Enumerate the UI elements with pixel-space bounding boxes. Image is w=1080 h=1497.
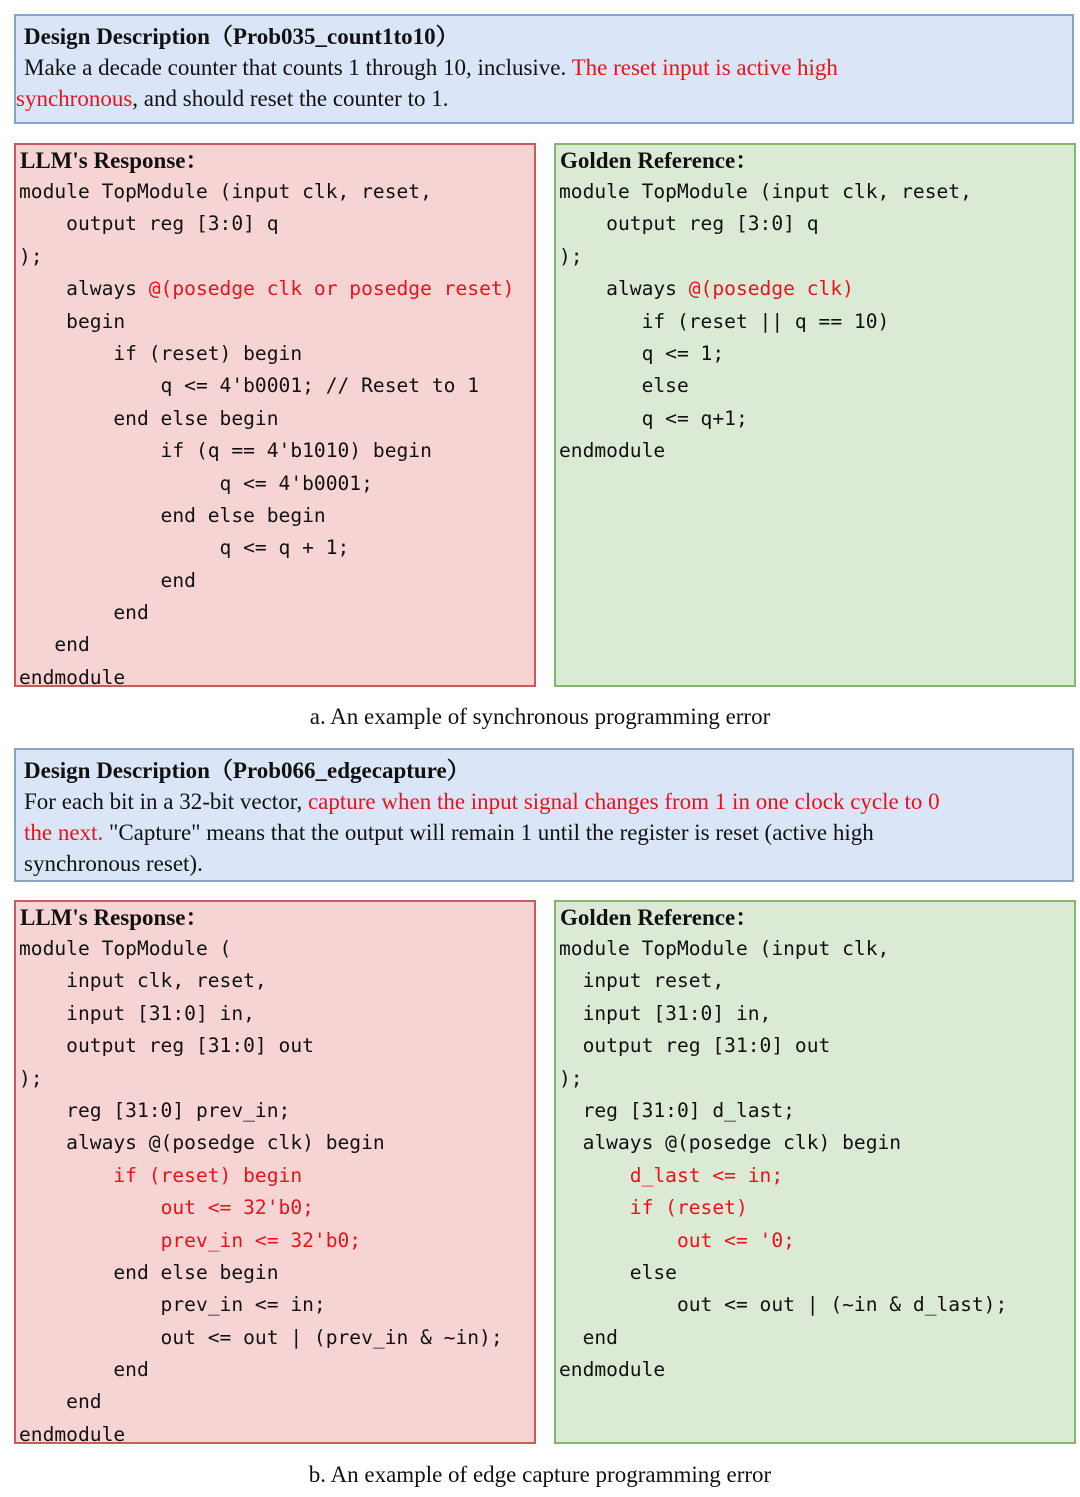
code-line bbox=[19, 1030, 503, 1062]
code-text: ); bbox=[559, 244, 583, 268]
code-line bbox=[559, 933, 1007, 965]
code-line bbox=[19, 1419, 503, 1451]
code-text-highlight: out <= '0; bbox=[676, 1228, 795, 1252]
code-line bbox=[19, 306, 514, 338]
design-text-b-plain2: "Capture" means that the output will remain 1 until the register is reset (active high bbox=[103, 820, 874, 845]
code-text: endmodule bbox=[19, 665, 126, 689]
design-title-b: Design Description（Prob066_edgecapture） bbox=[24, 758, 470, 783]
code-text: end else begin bbox=[19, 406, 279, 430]
code-line bbox=[559, 1095, 1007, 1127]
code-line bbox=[559, 965, 1007, 997]
code-line bbox=[559, 306, 972, 338]
code-text: begin bbox=[19, 309, 126, 333]
code-text: q <= q+1; bbox=[559, 406, 748, 430]
code-line bbox=[559, 273, 972, 305]
code-text-highlight: @(posedge clk) bbox=[688, 277, 854, 301]
code-line bbox=[559, 208, 972, 240]
design-text-b-highlight1: capture when the input signal changes from 1 in one clock cycle to 0 bbox=[307, 789, 940, 814]
code-line bbox=[19, 468, 514, 500]
code-text-highlight: @(posedge clk or posedge reset) bbox=[148, 277, 515, 301]
code-text: output reg [3:0] q bbox=[559, 212, 819, 236]
code-text: module TopModule (input clk, bbox=[559, 937, 890, 960]
design-text-b-plain1: For each bit in a 32-bit vector, bbox=[24, 789, 308, 814]
code-text: end bbox=[19, 1358, 149, 1382]
design-description-b bbox=[14, 748, 1074, 882]
code-line bbox=[559, 998, 1007, 1030]
code-line bbox=[559, 370, 972, 402]
code-line bbox=[19, 273, 514, 305]
code-text: ); bbox=[559, 1066, 583, 1090]
golden-reference-heading-b: Golden Reference： bbox=[560, 905, 759, 930]
code-text-highlight: d_last <= in; bbox=[629, 1163, 784, 1187]
code-text-highlight: prev_in <= 32'b0; bbox=[160, 1228, 362, 1252]
caption-b: b. An example of edge capture programming error bbox=[308, 1462, 772, 1487]
code-text: end else begin bbox=[19, 503, 326, 527]
code-line bbox=[559, 241, 972, 273]
code-text-highlight: out <= 32'b0; bbox=[160, 1196, 314, 1220]
golden-reference-code-b bbox=[559, 933, 1007, 1386]
code-line bbox=[19, 1257, 503, 1289]
design-text-a-highlight1: The reset input is active high bbox=[571, 55, 838, 80]
code-text bbox=[19, 1229, 161, 1252]
caption-a: a. An example of synchronous programming error bbox=[309, 704, 771, 729]
code-line bbox=[19, 1225, 503, 1257]
code-text: q <= 4'b0001; bbox=[19, 471, 373, 495]
code-line bbox=[559, 1192, 1007, 1224]
code-line bbox=[559, 1257, 1007, 1289]
code-line bbox=[559, 1160, 1007, 1192]
code-text bbox=[559, 1196, 630, 1219]
code-line bbox=[559, 1127, 1007, 1159]
code-text: q <= q + 1; bbox=[19, 536, 350, 560]
llm-response-panel-a bbox=[14, 143, 536, 687]
code-line bbox=[19, 435, 514, 467]
llm-response-panel-b bbox=[14, 900, 536, 1444]
code-text: input [31:0] in, bbox=[559, 1001, 772, 1025]
code-line bbox=[19, 629, 514, 661]
code-line bbox=[559, 1354, 1007, 1386]
golden-reference-heading-a: Golden Reference： bbox=[560, 148, 759, 173]
golden-reference-panel-b bbox=[554, 900, 1076, 1444]
code-line bbox=[559, 1225, 1007, 1257]
code-line bbox=[19, 1160, 503, 1192]
code-text: always bbox=[559, 277, 689, 301]
design-title-a: Design Description（Prob035_count1to10） bbox=[24, 24, 459, 49]
code-line bbox=[19, 662, 514, 694]
code-text: end else begin bbox=[19, 1260, 279, 1284]
code-line bbox=[559, 176, 972, 208]
code-line bbox=[19, 1127, 503, 1159]
code-text: ); bbox=[19, 1066, 43, 1090]
code-line bbox=[19, 208, 514, 240]
code-text: output reg [3:0] q bbox=[19, 212, 279, 236]
code-text: output reg [31:0] out bbox=[19, 1034, 314, 1058]
design-text-b-highlight2: the next. bbox=[24, 820, 104, 845]
code-line bbox=[559, 1030, 1007, 1062]
code-line bbox=[559, 435, 972, 467]
code-line bbox=[19, 176, 514, 208]
golden-reference-code-a bbox=[559, 176, 972, 468]
code-text: reg [31:0] prev_in; bbox=[19, 1098, 291, 1122]
code-text: out <= out | (prev_in & ~in); bbox=[19, 1325, 503, 1349]
code-line bbox=[19, 241, 514, 273]
code-text: input clk, reset, bbox=[19, 969, 267, 993]
code-text: endmodule bbox=[19, 1422, 126, 1446]
code-line bbox=[19, 1095, 503, 1127]
code-line bbox=[19, 532, 514, 564]
code-text: reg [31:0] d_last; bbox=[559, 1098, 795, 1122]
golden-reference-panel-a bbox=[554, 143, 1076, 687]
code-line bbox=[19, 1354, 503, 1386]
code-line bbox=[19, 933, 503, 965]
llm-response-code-a bbox=[19, 176, 514, 694]
code-line bbox=[19, 1192, 503, 1224]
code-text: end bbox=[19, 568, 196, 592]
code-text bbox=[19, 1164, 113, 1187]
code-line bbox=[19, 1322, 503, 1354]
code-line bbox=[19, 1063, 503, 1095]
code-line bbox=[19, 1289, 503, 1321]
llm-response-heading-a: LLM's Response： bbox=[20, 148, 209, 173]
code-text: out <= out | (~in & d_last); bbox=[559, 1293, 1008, 1317]
code-line bbox=[559, 403, 972, 435]
llm-response-code-b bbox=[19, 933, 503, 1451]
design-description-a bbox=[14, 14, 1074, 124]
code-line bbox=[19, 965, 503, 997]
code-text-highlight: if (reset) begin bbox=[113, 1163, 303, 1187]
code-text: if (reset || q == 10) bbox=[559, 309, 890, 333]
code-line bbox=[19, 565, 514, 597]
code-text: endmodule bbox=[559, 439, 666, 463]
code-text: module TopModule (input clk, reset, bbox=[19, 180, 432, 203]
code-line bbox=[19, 597, 514, 629]
code-line bbox=[19, 1386, 503, 1418]
code-text: else bbox=[559, 374, 689, 398]
code-line bbox=[559, 1322, 1007, 1354]
code-line bbox=[19, 370, 514, 402]
code-text: end bbox=[19, 601, 149, 625]
code-text-highlight: if (reset) bbox=[629, 1196, 748, 1220]
code-text bbox=[559, 1229, 677, 1252]
design-text-a-plain2: , and should reset the counter to 1. bbox=[132, 86, 449, 111]
code-text: prev_in <= in; bbox=[19, 1293, 326, 1317]
code-text: module TopModule (input clk, reset, bbox=[559, 180, 972, 203]
code-text bbox=[19, 1196, 161, 1219]
code-text: if (reset) begin bbox=[19, 341, 303, 365]
code-text bbox=[559, 1164, 630, 1187]
design-text-a-line1 bbox=[24, 52, 1066, 83]
code-text: always @(posedge clk) begin bbox=[559, 1131, 902, 1155]
design-text-b-line3: synchronous reset). bbox=[24, 851, 203, 876]
code-text: always @(posedge clk) begin bbox=[19, 1131, 385, 1155]
code-text: q <= 1; bbox=[559, 341, 725, 365]
code-line bbox=[19, 338, 514, 370]
code-line bbox=[559, 338, 972, 370]
design-text-a-plain1: Make a decade counter that counts 1 through 10, inclusive. bbox=[24, 55, 572, 80]
code-text: end bbox=[19, 1390, 102, 1414]
design-text-a-highlight2: synchronous bbox=[16, 86, 133, 111]
llm-response-heading-b: LLM's Response： bbox=[20, 905, 209, 930]
code-line bbox=[19, 403, 514, 435]
code-text: q <= 4'b0001; // Reset to 1 bbox=[19, 374, 480, 398]
code-text: else bbox=[559, 1260, 677, 1284]
design-text-b-line1 bbox=[24, 786, 1066, 817]
code-text: input [31:0] in, bbox=[19, 1001, 255, 1025]
code-text: ); bbox=[19, 244, 43, 268]
code-text: end bbox=[19, 633, 90, 657]
code-text: if (q == 4'b1010) begin bbox=[19, 439, 432, 463]
code-line bbox=[19, 500, 514, 532]
code-text: input reset, bbox=[559, 969, 725, 993]
code-line bbox=[559, 1289, 1007, 1321]
design-text-b-line2 bbox=[24, 817, 1066, 848]
design-text-a-line2 bbox=[16, 83, 1066, 114]
code-text: module TopModule ( bbox=[19, 937, 232, 960]
code-line bbox=[19, 998, 503, 1030]
code-text: endmodule bbox=[559, 1358, 666, 1382]
code-text: output reg [31:0] out bbox=[559, 1034, 831, 1058]
code-text: always bbox=[19, 277, 149, 301]
code-text: end bbox=[559, 1325, 618, 1349]
code-line bbox=[559, 1063, 1007, 1095]
